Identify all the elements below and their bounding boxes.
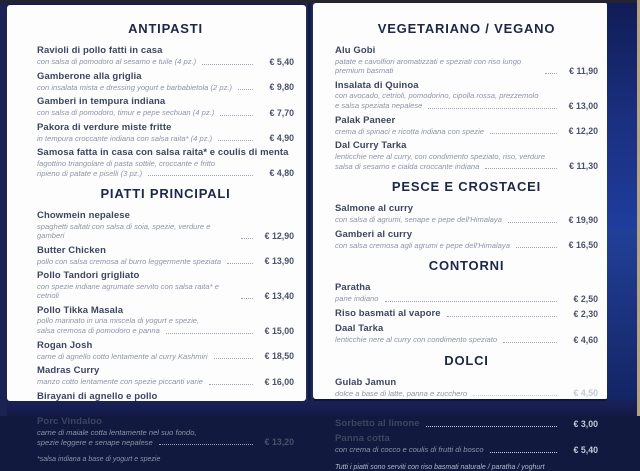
- item-name-line: [335, 433, 598, 445]
- item-price: € 13,90: [264, 256, 294, 266]
- item-desc-line: [37, 437, 294, 447]
- item-description: carne di agnello cotto lentamente al curry Kashmiri: [37, 351, 208, 361]
- item-desc-line: [37, 351, 294, 361]
- item-description: con crema di cocco e coulis di frutti di bosco: [335, 445, 484, 454]
- photo-bottom-border: [0, 401, 640, 416]
- item-name-line: [37, 45, 294, 57]
- item-name: Palak Paneer: [335, 114, 396, 126]
- item-description: crema di spinaci e ricotta indiana con spezie: [335, 126, 485, 136]
- item-price: € 4,90: [269, 133, 294, 143]
- item-name-line: [335, 282, 598, 294]
- section-title: ANTIPASTI: [128, 21, 203, 36]
- item-name-line: [335, 115, 598, 127]
- item-price: € 9,80: [269, 82, 294, 92]
- item-name-line: [37, 147, 294, 159]
- dotted-leader: [545, 73, 557, 74]
- item-description: e salsa speziata nepalese: [335, 101, 423, 110]
- menu-section: [37, 21, 294, 178]
- item-price: € 15,00: [264, 325, 294, 336]
- item-description: con insalata mista e dressing yogurt e barbabietola (2 pz.): [37, 82, 233, 92]
- item-description: con salsa di agrumi, senape e pepe dell'Himalaya: [335, 215, 502, 224]
- item-price: € 2,30: [573, 309, 598, 319]
- item-name: Paratha: [335, 282, 371, 293]
- menu-item: [37, 122, 294, 144]
- menu-section: [335, 258, 598, 345]
- item-price: € 2,50: [573, 293, 598, 304]
- menu-item: [37, 96, 294, 118]
- item-price: € 13,20: [264, 437, 294, 447]
- item-desc-line: [37, 282, 294, 301]
- item-price: € 11,90: [569, 65, 598, 76]
- item-desc-line: [335, 445, 598, 455]
- menu-column: [37, 21, 294, 447]
- item-description: pollo con salsa cremosa al burro leggermente speziata: [37, 256, 222, 266]
- menu-item: [37, 365, 294, 387]
- item-price: € 13,00: [568, 100, 598, 111]
- menu-item: [37, 245, 294, 267]
- menu-page-left: [7, 5, 306, 463]
- dotted-leader: [209, 384, 253, 385]
- dotted-leader: [166, 333, 253, 334]
- item-price: € 3,00: [573, 419, 598, 429]
- item-name: Panna cotta: [335, 433, 390, 444]
- item-desc-line: [335, 101, 598, 111]
- item-desc-line: [37, 222, 294, 241]
- item-description: patate e cavolfiori aromatizzati e speziati con riso lungo premium basmati: [335, 56, 522, 75]
- item-desc-line: [335, 335, 598, 345]
- item-name: Gulab Jamun: [335, 376, 397, 388]
- menu-item: [37, 416, 294, 447]
- section-title: PESCE E CROSTACEI: [391, 179, 542, 194]
- menu-item: [37, 147, 294, 178]
- dotted-leader: [428, 108, 557, 109]
- item-name-line: [37, 270, 294, 282]
- item-price: € 12,20: [568, 126, 598, 136]
- menu-section: [335, 179, 598, 250]
- item-price: € 13,40: [264, 290, 294, 301]
- item-description: carne di maiale cotta lentamente nel suo fondo,: [37, 427, 197, 437]
- item-price: € 4,50: [573, 388, 598, 398]
- item-name: Riso basmati al vapore: [335, 307, 441, 319]
- menu-item: [335, 282, 598, 304]
- item-description: spezie leggere e senape nepalese: [37, 437, 153, 447]
- item-desc-line: [37, 57, 294, 67]
- menu-item: [37, 305, 294, 336]
- item-desc-line: [37, 133, 294, 143]
- item-desc-line: [37, 326, 294, 336]
- dotted-leader: [220, 115, 253, 116]
- item-name-line: [37, 416, 294, 428]
- item-name: Rogan Josh: [37, 339, 93, 351]
- item-name-line: [335, 323, 598, 335]
- item-price: € 12,90: [264, 230, 294, 241]
- item-name-line: [335, 229, 598, 241]
- item-description: in tempura croccante indiana con salsa raita* (4 pz.): [37, 133, 213, 143]
- item-price: € 18,50: [264, 351, 294, 361]
- item-name: Dal Curry Tarka: [335, 140, 407, 151]
- item-name-line: [37, 365, 294, 377]
- menu-item: [37, 340, 294, 362]
- menu-item: [335, 203, 598, 225]
- item-price: € 11,30: [569, 161, 598, 171]
- item-name: Gamberi in tempura indiana: [37, 96, 166, 107]
- dotted-leader: [490, 133, 557, 134]
- item-price: € 7,70: [269, 107, 294, 118]
- item-description: con salsa di pomodoro al sesamo e tuile (4 pz.): [37, 57, 197, 66]
- item-name-line: [37, 210, 294, 222]
- item-price: € 19,90: [568, 214, 598, 225]
- menu-item: [335, 229, 598, 251]
- item-name: Insalata di Quinoa: [335, 79, 419, 91]
- item-name-line: [335, 203, 598, 215]
- item-description: salsa cremosa di pomodoro e panna: [37, 326, 160, 335]
- item-name: Chowmein nepalese: [37, 210, 131, 221]
- item-name-line: [37, 122, 294, 134]
- dotted-leader: [503, 342, 557, 343]
- menu-item: [37, 45, 294, 67]
- item-price: € 5,40: [573, 444, 598, 455]
- menu-item: [335, 140, 598, 171]
- item-description: lenticchie nere al curry con condimento speziato: [335, 335, 498, 344]
- menu-item: [335, 115, 598, 137]
- item-desc-line: [37, 82, 294, 92]
- item-name: Gamberone alla griglia: [37, 70, 142, 82]
- item-desc-line: [335, 240, 598, 250]
- item-name: Samosa fatta in casa con salsa raita* e coulis di menta: [37, 147, 289, 158]
- dotted-leader: [447, 316, 557, 317]
- dotted-leader: [508, 222, 557, 223]
- section-title: DOLCI: [444, 352, 489, 368]
- section-title: CONTORNI: [428, 258, 505, 273]
- item-name: Butter Chicken: [37, 244, 106, 256]
- dotted-leader: [159, 444, 253, 445]
- item-description: con spezie indiane agrumate servito con salsa raita* e cetrioli: [37, 281, 219, 300]
- item-name: Madras Curry: [37, 365, 100, 376]
- menu-item: [37, 71, 294, 93]
- item-price: € 5,40: [269, 56, 294, 67]
- dotted-leader: [426, 426, 557, 427]
- dotted-leader: [385, 301, 558, 302]
- book-page-edge-band: [607, 0, 637, 416]
- item-name: Gamberi al curry: [335, 228, 413, 240]
- item-name: Alu Gobi: [335, 45, 376, 56]
- dotted-leader: [218, 140, 253, 141]
- item-desc-line: [37, 377, 294, 387]
- item-name: Sorbetto al limone: [335, 417, 420, 429]
- item-description: con salsa di pomodoro, timur e pepe sechuan (4 pz.): [37, 108, 215, 117]
- book-spine-divider: [306, 2, 313, 402]
- dotted-leader: [238, 89, 253, 90]
- photo-top-edge: [0, 0, 640, 3]
- item-name: Daal Tarka: [335, 323, 384, 334]
- menu-item: [335, 418, 598, 430]
- menu-item: [335, 323, 598, 345]
- item-price: € 4,60: [573, 334, 598, 345]
- footnote-right: Tutti i piatti sono serviti con riso basmati naturale / paratha / yoghurt: [335, 463, 545, 471]
- dotted-leader: [214, 358, 253, 359]
- item-name: Ravioli di pollo fatti in casa: [37, 45, 163, 56]
- item-name-line: [37, 305, 294, 317]
- menu-item: [335, 80, 598, 111]
- item-desc-line: [335, 57, 598, 76]
- dotted-leader: [148, 175, 253, 176]
- item-desc-line: [37, 256, 294, 266]
- item-description: lenticchie nere al curry, con condimento speziato, riso, verdure: [335, 151, 546, 161]
- item-name-line: [37, 340, 294, 352]
- dotted-leader: [473, 395, 557, 396]
- item-name-line: [335, 418, 598, 430]
- menu-item: [335, 433, 598, 455]
- section-title: VEGETARIANO / VEGANO: [377, 21, 556, 36]
- item-name-line: [335, 140, 598, 152]
- menu-item: [37, 210, 294, 241]
- item-description: con avocado, cetrioli, pomodorino, cipolla rossa, prezzemolo: [335, 91, 539, 100]
- item-desc-line: [335, 294, 598, 304]
- item-name-line: [335, 308, 598, 320]
- dotted-leader: [485, 168, 557, 169]
- menu-item: [37, 270, 294, 301]
- dotted-leader: [241, 238, 253, 239]
- item-price: € 16,00: [264, 376, 294, 387]
- item-name: Pollo Tandori grigliato: [37, 270, 140, 281]
- item-desc-line: [335, 388, 598, 398]
- footnote-left: *salsa indiana a base di yogurt e spezie: [37, 456, 161, 463]
- item-description: manzo cotto lentamente con spezie piccanti varie: [37, 377, 203, 386]
- item-name: Pakora di verdure miste fritte: [37, 121, 172, 133]
- item-description: pollo marinato in una miscela di yogurt e spezie,: [37, 316, 200, 325]
- item-description: ripieno di patate e piselli (3 pz.): [37, 168, 143, 178]
- item-price: € 16,50: [568, 240, 598, 250]
- item-name-line: [335, 80, 598, 92]
- item-description: salsa di sesamo e cialda croccante indiana: [335, 161, 480, 171]
- item-name-line: [37, 96, 294, 108]
- item-desc-line: [37, 108, 294, 118]
- item-description: spaghetti saltati con salsa di soia, spezie, verdure e gamberi: [37, 221, 211, 240]
- item-name: Porc Vindaloo: [37, 416, 102, 427]
- item-name-line: [37, 71, 294, 83]
- dotted-leader: [241, 298, 253, 299]
- item-description: con salsa cremosa agli agrumi e pepe dell'Himalaya: [335, 240, 510, 250]
- dotted-leader: [516, 247, 557, 248]
- item-name: Salmone al curry: [335, 203, 414, 214]
- dotted-leader: [227, 263, 253, 264]
- photo-left-border: [0, 3, 7, 416]
- item-name-line: [335, 45, 598, 57]
- item-desc-line: [37, 168, 294, 178]
- section-title: PIATTI PRINCIPALI: [100, 186, 231, 201]
- menu-section: [335, 21, 598, 171]
- menu-item: [335, 377, 598, 399]
- item-desc-line: [335, 161, 598, 171]
- dotted-leader: [490, 452, 557, 453]
- item-desc-line: [335, 215, 598, 225]
- item-description: dolce a base di latte, panna e zucchero: [335, 388, 468, 398]
- item-name-line: [335, 377, 598, 389]
- item-desc-line: [335, 126, 598, 136]
- menu-column: [335, 21, 598, 455]
- item-name: Birayani di agnello e pollo: [37, 390, 158, 402]
- menu-item: [335, 308, 598, 320]
- item-description: fagottino triangolare di pasta sottile, croccante e fritto: [37, 158, 216, 168]
- item-name-line: [37, 245, 294, 257]
- item-name: Pollo Tikka Masala: [37, 304, 124, 316]
- item-description: pane indiano: [335, 294, 379, 303]
- dotted-leader: [202, 64, 253, 65]
- item-price: € 4,80: [269, 168, 294, 178]
- menu-page-right: [313, 3, 608, 471]
- menu-item: [335, 45, 598, 76]
